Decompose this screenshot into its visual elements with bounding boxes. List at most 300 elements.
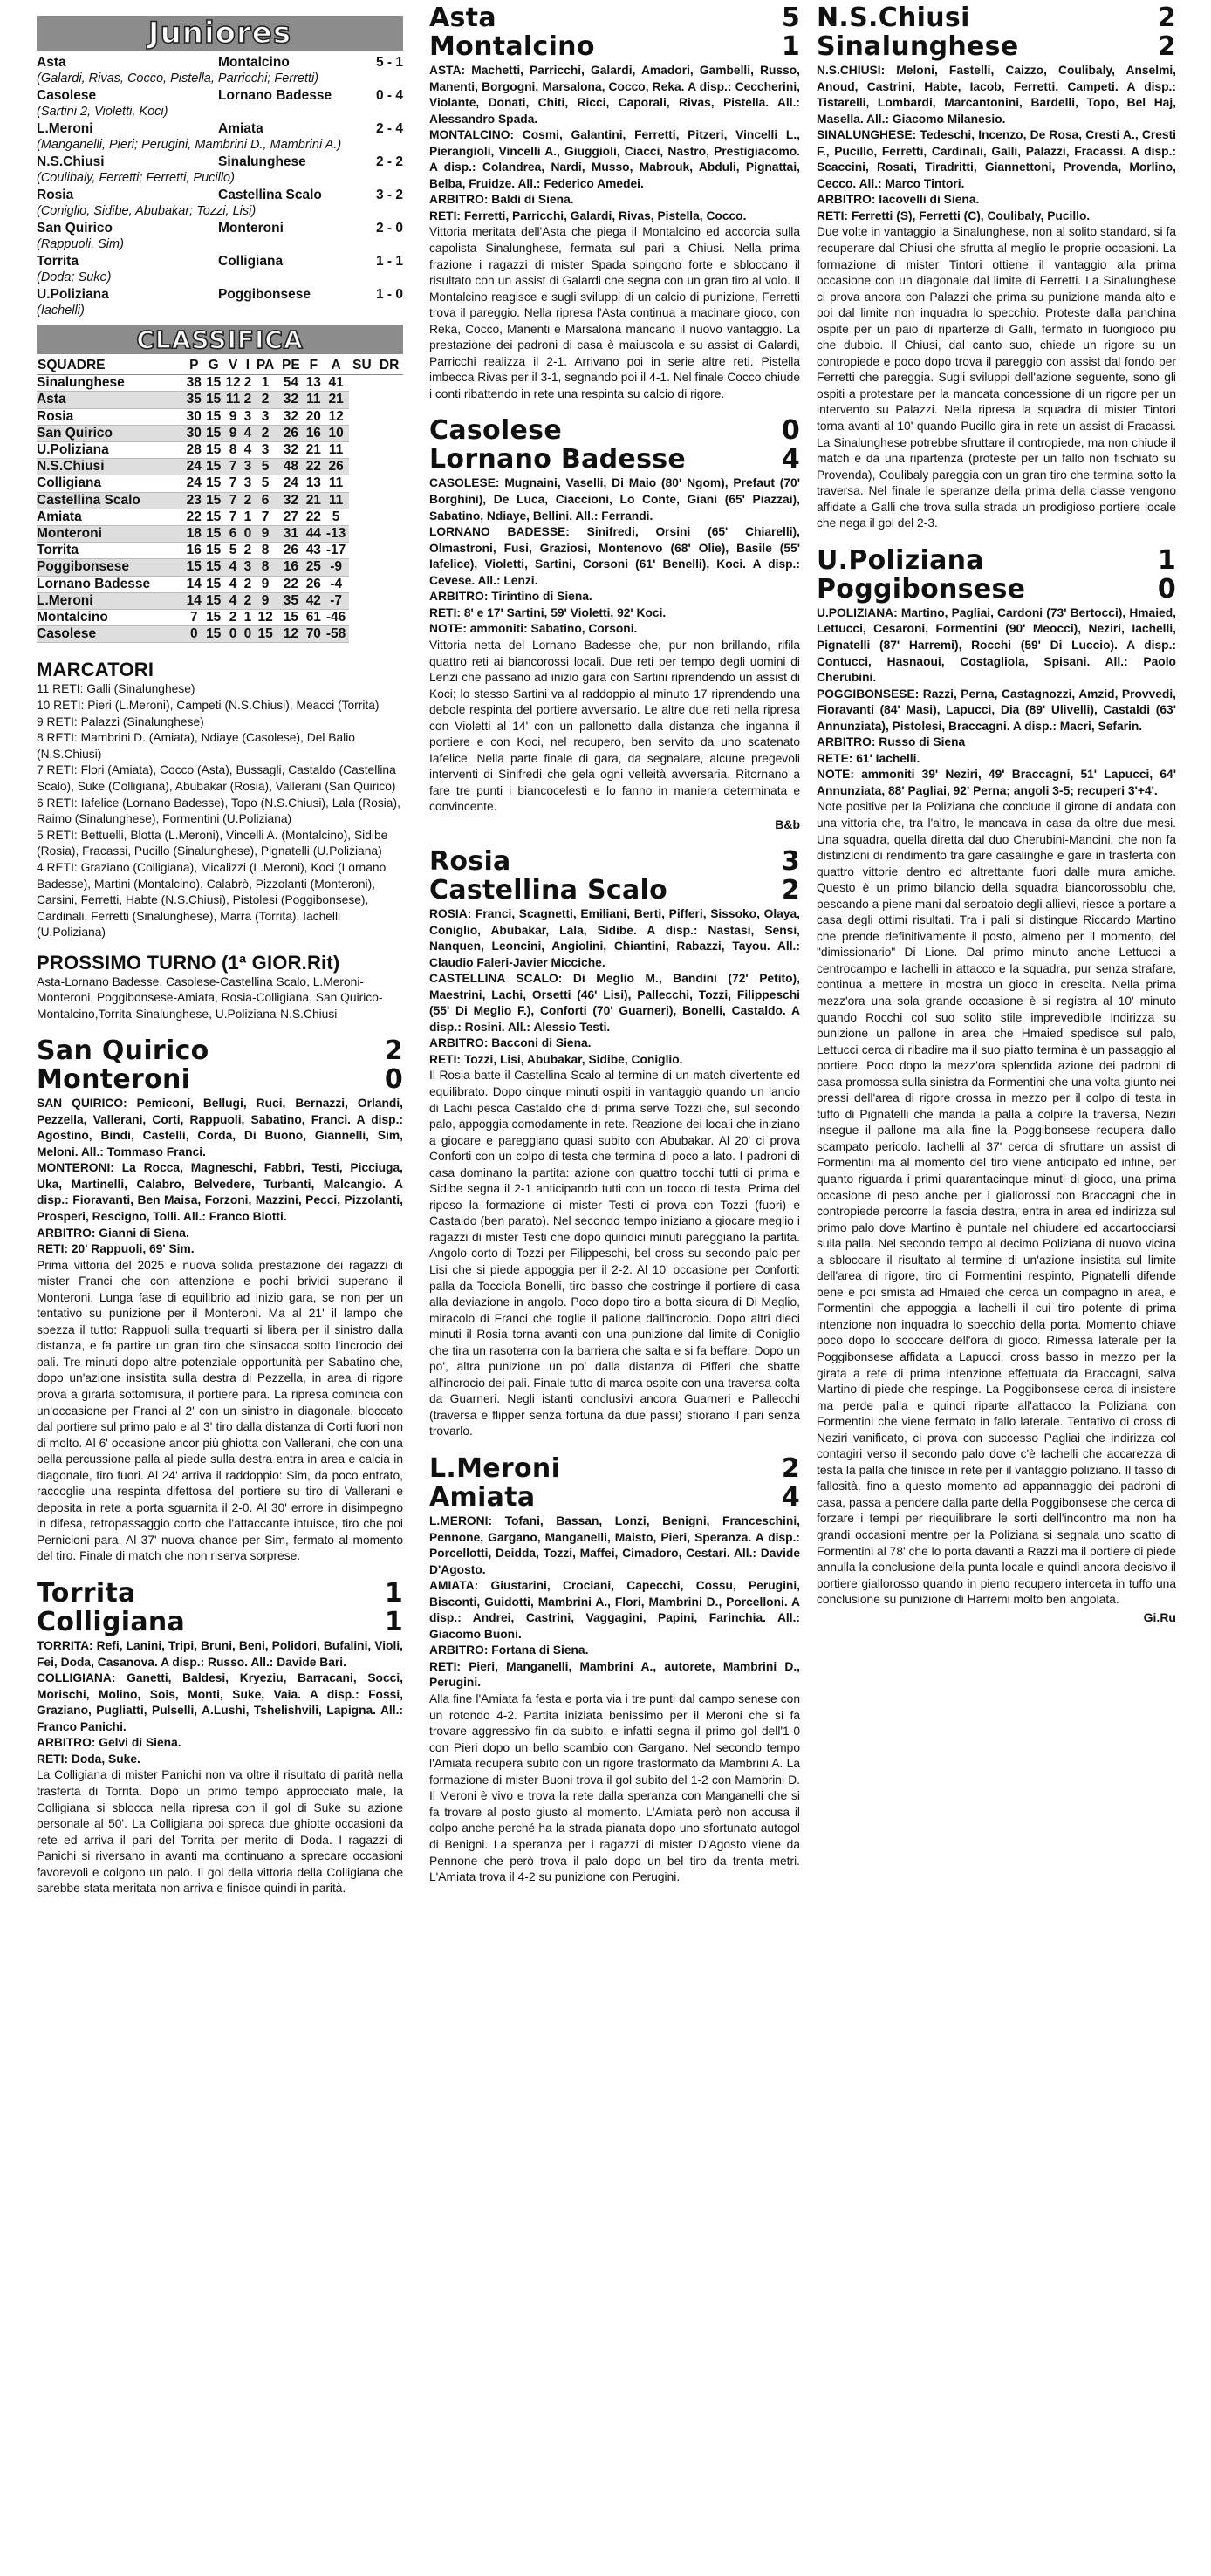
stat-cell: 15 bbox=[203, 592, 222, 609]
standings-table bbox=[37, 357, 403, 643]
home-team: Torrita bbox=[37, 1578, 136, 1609]
stat-cell: 70 bbox=[304, 626, 323, 643]
stat-cell: 12 bbox=[324, 408, 349, 425]
stat-cell: 26 bbox=[304, 576, 323, 592]
result-home: Rosia bbox=[37, 188, 74, 202]
stat-cell: 0 bbox=[243, 626, 252, 642]
standings-row bbox=[37, 375, 403, 392]
juniores-title: Juniores bbox=[147, 16, 292, 51]
stat-cell: 15 bbox=[184, 559, 203, 576]
stat-cell: 1 bbox=[243, 509, 252, 524]
stat-cell: 13 bbox=[304, 375, 323, 392]
stat-cell: 9 bbox=[223, 425, 243, 441]
match-lineups bbox=[817, 605, 1176, 800]
match-lineups bbox=[429, 1513, 800, 1691]
standings-row bbox=[37, 425, 403, 441]
stat-cell: 21 bbox=[304, 442, 323, 459]
lineup-paragraph: RETI: Tozzi, Lisi, Abubakar, Sidibe, Coniglio. bbox=[429, 1052, 683, 1066]
result-home: N.S.Chiusi bbox=[37, 154, 105, 169]
standings-body bbox=[37, 375, 403, 643]
result-away: Poggibonsese bbox=[218, 287, 311, 302]
next-round-title: PROSSIMO TURNO (1ª GIOR.Rit) bbox=[37, 951, 340, 974]
result-scorers: (Coniglio, Sidibe, Abubakar; Tozzi, Lisi) bbox=[37, 204, 257, 218]
match-home-row bbox=[817, 546, 1176, 575]
standings-row bbox=[37, 576, 403, 592]
stat-cell: 31 bbox=[278, 526, 304, 543]
stat-cell: 11 bbox=[324, 475, 349, 492]
stat-cell: -46 bbox=[324, 610, 349, 626]
match-lineups bbox=[429, 475, 800, 637]
away-score: 2 bbox=[781, 874, 800, 905]
stat-cell: 54 bbox=[278, 375, 304, 392]
stat-cell: 2 bbox=[243, 492, 252, 508]
match-nschiusi bbox=[817, 3, 1176, 532]
away-team: Colligiana bbox=[37, 1607, 186, 1638]
stat-cell: 24 bbox=[278, 475, 304, 492]
stat-cell: 18 bbox=[184, 526, 203, 543]
result-score: 2 - 2 bbox=[375, 154, 403, 169]
result-score: 3 - 2 bbox=[375, 188, 403, 202]
home-team: San Quirico bbox=[37, 1035, 209, 1067]
stat-cell: 15 bbox=[203, 408, 222, 425]
match-home-row bbox=[429, 1454, 800, 1483]
classifica-title: CLASSIFICA bbox=[136, 325, 304, 354]
stat-cell: 2 bbox=[243, 375, 252, 391]
lineup-paragraph: ROSIA: Franci, Scagnetti, Emiliani, Berti, Pifferi, Sissoko, Olaya, Coniglio, Abubakar, Lala, Sidibe. A disp.: Nastasi, Sensi, Nanquen, Leoncini, Angiolini, Chiantini, Rabazzi, Tayou. All.: Claudio Faleri-Javier Micciche. bbox=[429, 906, 800, 969]
match-lineups bbox=[817, 63, 1176, 224]
scorer-line: 7 RETI: Flori (Amiata), Cocco (Asta), Bussagli, Castaldo (Castellina Scalo), Suke (Colligiana), Abubakar (Rosia), Vallerani (San Quirico) bbox=[37, 763, 396, 794]
stat-cell: 2 bbox=[223, 610, 243, 626]
standings-header-cell: PA bbox=[253, 357, 278, 375]
lineup-paragraph: NOTE: ammoniti: Sabatino, Corsoni. bbox=[429, 622, 638, 636]
stat-cell: 3 bbox=[243, 559, 252, 575]
standings-row bbox=[37, 526, 403, 543]
standings-header-cell: DR bbox=[375, 357, 403, 375]
stat-cell: 7 bbox=[253, 509, 278, 525]
team-name: N.S.Chiusi bbox=[37, 459, 184, 475]
stat-cell: 2 bbox=[243, 576, 252, 591]
stat-cell: 12 bbox=[253, 610, 278, 626]
result-away: Montalcino bbox=[218, 55, 290, 70]
lineup-paragraph: ARBITRO: Russo di Siena bbox=[817, 735, 966, 749]
scorer-line: 8 RETI: Mambrini D. (Amiata), Ndiaye (Casolese), Del Balio (N.S.Chiusi) bbox=[37, 731, 355, 761]
classifica-banner bbox=[37, 325, 403, 354]
result-scorers: (Rappuoli, Sim) bbox=[37, 237, 124, 251]
result-row bbox=[37, 220, 403, 236]
result-scorers: (Iachelli) bbox=[37, 304, 85, 318]
away-score: 4 bbox=[781, 444, 800, 475]
away-score: 1 bbox=[384, 1607, 403, 1638]
result-away: Amiata bbox=[218, 121, 263, 136]
scorer-line: 9 RETI: Palazzi (Sinalunghese) bbox=[37, 714, 204, 728]
lineup-paragraph: ARBITRO: Baldi di Siena. bbox=[429, 193, 574, 207]
stat-cell: 23 bbox=[184, 492, 203, 509]
stat-cell: 35 bbox=[278, 592, 304, 609]
stat-cell: 4 bbox=[243, 442, 252, 458]
away-team: Lornano Badesse bbox=[429, 444, 687, 475]
stat-cell: 2 bbox=[243, 392, 252, 407]
stat-cell: 16 bbox=[184, 543, 203, 559]
result-home: San Quirico bbox=[37, 221, 113, 236]
result-row bbox=[37, 253, 403, 270]
match-upoliziana bbox=[817, 546, 1176, 1626]
stat-cell: 15 bbox=[203, 610, 222, 626]
stat-cell: 9 bbox=[253, 526, 278, 543]
match-home-row bbox=[37, 1036, 403, 1065]
stat-cell: 5 bbox=[253, 459, 278, 475]
stat-cell: 32 bbox=[278, 392, 304, 408]
stat-cell: 2 bbox=[243, 543, 252, 558]
stat-cell: 7 bbox=[223, 509, 243, 525]
team-name: L.Meroni bbox=[37, 592, 184, 609]
stat-cell: 44 bbox=[304, 526, 323, 543]
stat-cell: 3 bbox=[253, 408, 278, 425]
juniores-banner bbox=[37, 16, 403, 51]
results-list bbox=[37, 54, 403, 319]
team-name: Asta bbox=[37, 392, 184, 408]
result-scorers: (Sartini 2, Violetti, Koci) bbox=[37, 105, 168, 119]
stat-cell: 48 bbox=[278, 459, 304, 475]
result-row bbox=[37, 87, 403, 104]
stat-cell: 7 bbox=[223, 459, 243, 475]
lineup-paragraph: ARBITRO: Tirintino di Siena. bbox=[429, 590, 592, 604]
stat-cell: 6 bbox=[223, 526, 243, 543]
match-rosia bbox=[429, 847, 800, 1440]
stat-cell: 22 bbox=[304, 459, 323, 475]
match-report: Vittoria netta del Lornano Badesse che, pur non brillando, rifila quattro reti ai biancorossi locali. Due reti per tempo degli uomini di Lenzi che passano ad inizio gara con Sartini riprendendo un assist di Koci; lo stesso Sartini va al raddoppio al minuto 17 riprendendo una debole respinta del portiere avversario. Le altre due reti nella ripresa con Violetti al 14' con un pallonetto dalla distanza che inganna il portiere e con Koci, nel recupero, ben servito da uno scatenato Iafelice. Nella parte finale di gara, da segnalare, alcune pregevoli interventi di Sinifredi che gela ogni velleità avversaria. Ritornano a fare tre punti i biancocelesti e lo fanno in maniera determinata e convincente. bbox=[429, 638, 800, 814]
home-team: Casolese bbox=[429, 415, 562, 447]
team-name: Colligiana bbox=[37, 475, 184, 492]
middle-column bbox=[429, 3, 800, 1886]
stat-cell: 28 bbox=[184, 442, 203, 459]
away-score: 4 bbox=[781, 1482, 800, 1513]
home-team: N.S.Chiusi bbox=[817, 3, 970, 33]
result-away: Monteroni bbox=[218, 221, 284, 236]
scorer-line: 11 RETI: Galli (Sinalunghese) bbox=[37, 682, 195, 696]
author-signature: Gi.Ru bbox=[1143, 1609, 1176, 1624]
match-lmeroni bbox=[429, 1454, 800, 1886]
result-score: 1 - 1 bbox=[375, 254, 403, 269]
team-name: Sinalunghese bbox=[37, 375, 184, 392]
stat-cell: 22 bbox=[278, 576, 304, 592]
stat-cell: 20 bbox=[304, 408, 323, 425]
home-score: 5 bbox=[781, 3, 800, 33]
lineup-paragraph: MONTALCINO: Cosmi, Galantini, Ferretti, Pitzeri, Vincelli L., Pierangioli, Vincelli A., Giuggioli, Ciacci, Nastro, Prestigiacomo. A disp.: Colandrea, Nardi, Musso, Mabrouk, Abduli, Pignattai, Belba, Fruidze. All.: Federico Amedei. bbox=[429, 128, 800, 190]
stat-cell: 15 bbox=[203, 442, 222, 459]
stat-cell: 5 bbox=[253, 475, 278, 492]
lineup-paragraph: ARBITRO: Iacovelli di Siena. bbox=[817, 193, 980, 207]
match-report: Alla fine l'Amiata fa festa e porta via i tre punti dal campo senese con un rotondo 4-2. Partita iniziata benissimo per il Meroni che si fa trovare aggressivo fin da subito, e infatti segna il primo gol dell'1-0 con Pieri dopo un bello scambio con Gargano. Nel secondo tempo l'Amiata recupera subito con un rigore trasformato da Mambrini A. La formazione di mister Buoni trova il gol subito del 1-2 con Mambrini D. Il Meroni è vivo e trova la rete dalla speranza con Manganelli che si fa trovare al posto giusto al momento. L'Amiata però non accusa il colpo anche perché ha la strada pianata dopo uno sfortunato autogol di Benigni. La speranza per i ragazzi di mister D'Agosto viene da Pennone che però trova il palo dopo un bel tiro da trenta metri. L'Amiata trova il 4-2 su punizione con Perugini. bbox=[429, 1692, 800, 1884]
match-report: Il Rosia batte il Castellina Scalo al termine di un match divertente ed equilibrato. Dopo cinque minuti ospiti in vantaggio quando un lancio di Lachi pesca Castaldo che di prima serve Tozzi che, sul secondo palo, appoggia comodamente in rete. Reazione dei locali che iniziano a giocare e pareggiano quasi subito con Abubakar. Al 20' ci prova Conforti con un colpo di testa che termina di poco a lato. I padroni di casa dominano la partita: azione con quattro tocchi tutti di prima e Sidibe segna il 2-1 anticipando tutti con un tocco di testa. Prima del riposo la formazione di mister Testi ci prova con Tozzi (fuori) e Castaldo (ben parato). Nel secondo tempo iniziano a giocare meglio i ragazzi di mister Testi che dopo quindici minuti pareggiano la partita. Angolo corto di Tozzi per Filippeschi, bel cross su secondo palo per Lisi che si piede appoggia per il 2-2. Al 10' occasione per Conforti: palla da Tocciola Bonelli, tiro basso che costringe il portiere di casa alla deviazione in angolo. Poco dopo tiro a botta sicura di Di Meglio, miracolo di Franci che toglie il pallone dall'incrocio. Dopo altri dieci minuti il Rosia torna avanti con una punizione dal limite di Coniglio che tira un rasoterra con la barriera che salta e si fa beffare. Dopo un po', altra punizione un po' dalla distanza di Pifferi che sbatte all'incrocio dei pali. Finale tutto di marca ospite con una traversa colta da Guarneri. Negli istanti conclusivi ancora Guarneri e Pallecchi (traversa e flipper senza fortuna da due passi) sfiorano il pari senza trovarlo. bbox=[429, 1069, 800, 1438]
stat-cell: -58 bbox=[324, 626, 349, 643]
stat-cell: 16 bbox=[278, 559, 304, 576]
stat-cell: 21 bbox=[324, 392, 349, 408]
stat-cell: 4 bbox=[223, 592, 243, 609]
standings-row bbox=[37, 559, 403, 576]
stat-cell: 32 bbox=[278, 442, 304, 459]
match-report: Vittoria meritata dell'Asta che piega il Montalcino ed accorcia sulla capolista Sinalunghese, fermata sul pari a Chiusi. Nella prima frazione i ragazzi di mister Spada spingono forte e sbloccano il risultato con un assist di Galardi che segna con un gran tiro al volo. Il Montalcino reagisce e sugli sviluppi di un calcio di punizione, Ferretti trova il pareggio. Nella ripresa l'Asta continua a macinare gioco, con Reka, Cocco, Manenti e Marsalona mancano il nuovo vantaggio. La prestazione dei padroni di casa è maiuscola e su assist di Galardi, Parricchi realizza il 2-1. Arrivano poi in serie altre reti. Pistella imbecca Rivas per il 3-1, segnando poi il 4-1. Nel finale Cocco chiude i conti ribattendo in rete una respinta su calcio di rigore. bbox=[429, 225, 800, 400]
home-team: U.Poliziana bbox=[817, 544, 984, 576]
away-score: 1 bbox=[781, 31, 800, 62]
match-report: Due volte in vantaggio la Sinalunghese, non al solito standard, si fa recuperare dal Chiusi che sfrutta al meglio le proprie occasioni. La formazione di mister Tintori ottiene il vantaggio alla prima occasione con un diagonale dal limite di Ferretti. La Sinalunghese ci prova ancora con Palazzi che prima su punizione manda alto e poi dal limite non inquadra lo specchio. Proteste dalla panchina ospite per un paio di riparterze di Galli, fermato in fuorigioco più che dubbio. Il Chiusi, dal canto suo, chiede un rigore su un contropiede e poco dopo trova il pareggio con assist dal fondo per Ferretti che pareggia. Sugli sviluppi dell'azione seguente, sono gli ospiti a protestare per la mancata concessione di un rigore per un intervento su Palazzi. Nella ripresa la squadra di mister Tintori torna avanti al 10' quando Pucillo gira in rete un assist di Fracassi. La Sinalunghese potrebbe sfruttare il contropiede, ma non chiude il match e da una ripartenza (proteste per un fallo non fischiato su Provenda), Coulibaly pareggia con un gran tiro che termina sotto la traversa. Nel finale le speranze della prima della classe vengono affidate a Galli che trova sulla strada un prodigioso portiere locale che nega il gol del 2-3. bbox=[817, 225, 1176, 530]
stat-cell: 38 bbox=[184, 375, 203, 392]
result-scorers: (Galardi, Rivas, Cocco, Pistella, Parricchi; Ferretti) bbox=[37, 72, 319, 85]
match-home-row bbox=[429, 847, 800, 876]
standings-header-cell: F bbox=[304, 357, 323, 375]
left-column bbox=[37, 16, 403, 1897]
result-score: 2 - 4 bbox=[375, 121, 403, 136]
match-casolese bbox=[429, 416, 800, 832]
lineup-paragraph: TORRITA: Refi, Lanini, Tripi, Bruni, Beni, Polidori, Bufalini, Violi, Fei, Doda, Casanova. A disp.: Russo. All.: Davide Bari. bbox=[37, 1639, 403, 1669]
lineup-paragraph: MONTERONI: La Rocca, Magneschi, Fabbri, Testi, Picciuga, Uka, Martinelli, Calabro, Belvedere, Turbanti, Malcangio. A disp.: Fioravanti, Ben Maisa, Forzoni, Mazzini, Pecci, Pizzolanti, Prosperi, Rescigno, Tolli. All.: Franco Biotti. bbox=[37, 1161, 403, 1223]
stat-cell: 15 bbox=[203, 425, 222, 441]
stat-cell: 15 bbox=[278, 610, 304, 626]
stat-cell: 14 bbox=[184, 576, 203, 592]
stat-cell: 6 bbox=[253, 492, 278, 509]
stat-cell: -13 bbox=[324, 526, 349, 543]
stat-cell: 16 bbox=[304, 425, 323, 441]
stat-cell: 11 bbox=[324, 442, 349, 459]
stat-cell: 0 bbox=[243, 526, 252, 542]
result-away: Castellina Scalo bbox=[218, 188, 322, 202]
match-away-row bbox=[37, 1065, 403, 1094]
stat-cell: 27 bbox=[278, 509, 304, 525]
match-away-row bbox=[429, 1483, 800, 1512]
match-sanquirico bbox=[37, 1036, 403, 1565]
stat-cell: 25 bbox=[304, 559, 323, 576]
stat-cell: 26 bbox=[278, 425, 304, 441]
result-row bbox=[37, 54, 403, 71]
match-torrita bbox=[37, 1579, 403, 1897]
lineup-paragraph: RETI: Doda, Suke. bbox=[37, 1752, 140, 1766]
result-row bbox=[37, 120, 403, 137]
lineup-paragraph: LORNANO BADESSE: Sinifredi, Orsini (65' Chiarelli), Olmastroni, Fusi, Graziosi, Montenovo (68' Olie), Basile (55' Iafelice), Violetti, Sartini, Corsoni (61' Benelli), Koci. A disp.: Cevese. All.: Lenzi. bbox=[429, 525, 800, 587]
stat-cell: 15 bbox=[203, 459, 222, 475]
stat-cell: 0 bbox=[223, 626, 243, 643]
standings-header-cell: I bbox=[243, 357, 252, 375]
stat-cell: 11 bbox=[304, 392, 323, 408]
standings-row bbox=[37, 492, 403, 509]
stat-cell: 61 bbox=[304, 610, 323, 626]
result-scorers: (Coulibaly, Ferretti; Ferretti, Pucillo) bbox=[37, 171, 235, 185]
away-team: Monteroni bbox=[37, 1064, 191, 1096]
standings-row bbox=[37, 509, 403, 525]
stat-cell: -4 bbox=[324, 576, 349, 592]
home-score: 2 bbox=[781, 1453, 800, 1485]
standings-row bbox=[37, 392, 403, 408]
stat-cell: -7 bbox=[324, 592, 349, 609]
standings-row bbox=[37, 459, 403, 475]
stat-cell: 0 bbox=[184, 626, 203, 643]
team-name: Rosia bbox=[37, 408, 184, 425]
stat-cell: 1 bbox=[243, 610, 252, 625]
match-home-row bbox=[817, 3, 1176, 32]
stat-cell: 9 bbox=[253, 576, 278, 592]
lineup-paragraph: COLLIGIANA: Ganetti, Baldesi, Kryeziu, Barracani, Socci, Morischi, Molino, Sois, Monti, Suke, Vaia. A disp.: Fossi, Graziano, Pugliatti, Pulselli, A.Lushi, Tshelishvili, Lapigna. All.: Franco Panichi. bbox=[37, 1671, 403, 1733]
stat-cell: 8 bbox=[223, 442, 243, 459]
lineup-paragraph: POGGIBONSESE: Razzi, Perna, Castagnozzi, Amzid, Provvedi, Fioravanti (84' Masi), Lapucci, Dia (89' Ulivelli), Castaldi (63' Annunziata), Pistolesi, Braccagni. A disp.: Macri, Sefarin. bbox=[817, 687, 1176, 733]
stat-cell: 12 bbox=[223, 375, 243, 392]
stat-cell: 26 bbox=[324, 459, 349, 475]
stat-cell: 9 bbox=[223, 408, 243, 425]
lineup-paragraph: RETE: 61' Iachelli. bbox=[817, 751, 920, 765]
stat-cell: 8 bbox=[253, 559, 278, 576]
stat-cell: 3 bbox=[253, 442, 278, 459]
stat-cell: 15 bbox=[203, 509, 222, 525]
stat-cell: 2 bbox=[253, 392, 278, 408]
stat-cell: 11 bbox=[324, 492, 349, 509]
lineup-paragraph: SAN QUIRICO: Pemiconi, Bellugi, Ruci, Bernazzi, Orlandi, Pezzella, Vallerani, Corti, Rappuoli, Sabatino, Franci. A disp.: Agostino, Bindi, Castelli, Corda, Di Buono, Giannelli, Sim, Meloni. All.: Tommaso Franci. bbox=[37, 1097, 403, 1158]
stat-cell: 11 bbox=[223, 392, 243, 408]
stat-cell: 41 bbox=[324, 375, 349, 392]
stat-cell: 13 bbox=[304, 475, 323, 492]
scorer-line: 10 RETI: Pieri (L.Meroni), Campeti (N.S.Chiusi), Meacci (Torrita) bbox=[37, 699, 380, 713]
stat-cell: 24 bbox=[184, 459, 203, 475]
result-away: Colligiana bbox=[218, 254, 284, 269]
match-away-row bbox=[37, 1608, 403, 1636]
stat-cell: 2 bbox=[253, 425, 278, 441]
stat-cell: 3 bbox=[243, 475, 252, 491]
author-signature: B&b bbox=[775, 817, 800, 831]
stat-cell: 32 bbox=[278, 408, 304, 425]
stat-cell: 22 bbox=[184, 509, 203, 525]
result-home: L.Meroni bbox=[37, 121, 93, 136]
stat-cell: 15 bbox=[203, 626, 222, 643]
stat-cell: 14 bbox=[184, 592, 203, 609]
standings-header-cell: P bbox=[184, 357, 203, 375]
match-away-row bbox=[817, 32, 1176, 61]
stat-cell: 1 bbox=[253, 375, 278, 392]
stat-cell: 15 bbox=[203, 526, 222, 543]
scorer-line: 4 RETI: Graziano (Colligiana), Micalizzi (L.Meroni), Koci (Lornano Badesse), Martini (Montalcino), Calabrò, Pizzolanti (Monteroni), Carsini, Ferretti, Habte (N.S.Chiusi), Pistolesi (Poggibonsese), Cardinali, Ferretti (Sinalunghese), Marra (Torrita), Iachelli (U.Poliziana) bbox=[37, 860, 387, 940]
stat-cell: 35 bbox=[184, 392, 203, 408]
lineup-paragraph: RETI: Pieri, Manganelli, Mambrini A., autorete, Mambrini D., Perugini. bbox=[429, 1659, 800, 1690]
match-away-row bbox=[429, 876, 800, 905]
stat-cell: -9 bbox=[324, 559, 349, 576]
standings-header-cell: G bbox=[203, 357, 222, 375]
away-team: Poggibonsese bbox=[817, 573, 1026, 605]
standings-header bbox=[37, 357, 403, 375]
right-column bbox=[817, 3, 1176, 1626]
home-score: 2 bbox=[1157, 3, 1176, 33]
stat-cell: 30 bbox=[184, 425, 203, 441]
stat-cell: 15 bbox=[203, 559, 222, 576]
result-home: Casolese bbox=[37, 88, 97, 103]
stat-cell: 15 bbox=[203, 543, 222, 559]
stat-cell: 3 bbox=[243, 408, 252, 424]
stat-cell: 24 bbox=[184, 475, 203, 492]
home-score: 3 bbox=[781, 845, 800, 877]
stat-cell: 2 bbox=[243, 592, 252, 608]
lineup-paragraph: N.S.CHIUSI: Meloni, Fastelli, Caizzo, Coulibaly, Anselmi, Anoud, Castrini, Habte, Iacob, Ferretti, Campeti. A disp.: Tistarelli, Lombardi, Marcantonini, Bardelli, Topo, Bel Haj, Masella. All.: Giacomo Milanesio. bbox=[817, 64, 1176, 126]
result-home: Asta bbox=[37, 55, 66, 70]
standings-header-cell: SU bbox=[349, 357, 376, 375]
stat-cell: 21 bbox=[304, 492, 323, 509]
away-team: Amiata bbox=[429, 1482, 536, 1513]
home-team: Rosia bbox=[429, 845, 511, 877]
result-scorers: (Doda; Suke) bbox=[37, 270, 112, 284]
home-score: 1 bbox=[1157, 544, 1176, 576]
lineup-paragraph: ARBITRO: Gianni di Siena. bbox=[37, 1226, 189, 1240]
lineup-paragraph: RETI: 20' Rappuoli, 69' Sim. bbox=[37, 1242, 195, 1256]
home-score: 0 bbox=[781, 415, 800, 447]
stat-cell: 7 bbox=[184, 610, 203, 626]
stat-cell: 3 bbox=[243, 459, 252, 475]
result-score: 5 - 1 bbox=[375, 55, 403, 70]
match-lineups bbox=[429, 63, 800, 224]
result-scorers: (Manganelli, Pieri; Perugini, Mambrini D., Mambrini A.) bbox=[37, 138, 342, 152]
result-away: Lornano Badesse bbox=[218, 88, 332, 103]
stat-cell: 15 bbox=[203, 492, 222, 509]
lineup-paragraph: RETI: Ferretti (S), Ferretti (C), Coulibaly, Pucillo. bbox=[817, 208, 1091, 222]
stat-cell: 15 bbox=[203, 475, 222, 492]
away-team: Montalcino bbox=[429, 31, 595, 62]
lineup-paragraph: RETI: 8' e 17' Sartini, 59' Violetti, 92' Koci. bbox=[429, 605, 667, 619]
match-away-row bbox=[429, 445, 800, 474]
standings-header-cell: SQUADRE bbox=[37, 357, 184, 375]
stat-cell: 9 bbox=[253, 592, 278, 609]
stat-cell: 10 bbox=[324, 425, 349, 441]
standings-row bbox=[37, 626, 403, 643]
result-row bbox=[37, 154, 403, 170]
stat-cell: 43 bbox=[304, 543, 323, 559]
team-name: Monteroni bbox=[37, 526, 184, 543]
standings-header-cell: PE bbox=[278, 357, 304, 375]
lineup-paragraph: ASTA: Machetti, Parricchi, Galardi, Amadori, Gambelli, Russo, Manenti, Borgogni, Marsalona, Cocco, Reka. A disp.: Ceccherini, Violante, Donati, Chiti, Ricci, Caporali, Rivas, Pistella. All.: Alessandro Spada. bbox=[429, 64, 800, 126]
result-row bbox=[37, 187, 403, 203]
standings-header-cell: A bbox=[324, 357, 349, 375]
standings-row bbox=[37, 543, 403, 559]
stat-cell: 15 bbox=[203, 576, 222, 592]
standings-row bbox=[37, 610, 403, 626]
result-score: 2 - 0 bbox=[375, 221, 403, 236]
team-name: Torrita bbox=[37, 543, 184, 559]
lineup-paragraph: SINALUNGHESE: Tedeschi, Incenzo, De Rosa, Cresti A., Cresti F., Pucillo, Ferretti, Cardinali, Galli, Palazzi, Fracassi. A disp.: Scaccini, Rosati, Tiradritti, Giannettoni, Provenda, Morlino, Cecco. All.: Marco Tintori. bbox=[817, 128, 1176, 190]
away-team: Sinalunghese bbox=[817, 31, 1019, 62]
team-name: Lornano Badesse bbox=[37, 576, 184, 592]
away-team: Castellina Scalo bbox=[429, 874, 668, 905]
scorer-line: 6 RETI: Iafelice (Lornano Badesse), Topo (N.S.Chiusi), Lala (Rosia), Raimo (Sinalunghese), Formentini (U.Poliziana) bbox=[37, 796, 400, 826]
lineup-paragraph: L.MERONI: Tofani, Bassan, Lonzi, Benigni, Franceschini, Pennone, Gargano, Manganelli, Maisto, Pieri, Speranza. A disp.: Porcellotti, Deidda, Tozzi, Maffei, Cimadoro, Cestari. All.: Davide D'Agosto. bbox=[429, 1514, 800, 1576]
stat-cell: 12 bbox=[278, 626, 304, 643]
match-lineups bbox=[37, 1096, 403, 1257]
stat-cell: 22 bbox=[304, 509, 323, 525]
lineup-paragraph: ARBITRO: Bacconi di Siena. bbox=[429, 1036, 592, 1050]
team-name: Amiata bbox=[37, 509, 184, 525]
team-name: Casolese bbox=[37, 626, 184, 643]
lineup-paragraph: U.POLIZIANA: Martino, Pagliai, Cardoni (73' Bertocci), Hmaied, Lettucci, Cesaroni, Formentini (90' Meocci), Neziri, Iachelli, Pignatelli (87' Harremi), Rocchi (59' Di Luccio). A disp.: Contucci, Hasnaoui, Costagliola, Spisani. All.: Paolo Cherubini. bbox=[817, 605, 1176, 685]
match-home-row bbox=[429, 3, 800, 32]
match-away-row bbox=[817, 575, 1176, 604]
team-name: Montalcino bbox=[37, 610, 184, 626]
match-away-row bbox=[429, 32, 800, 61]
standings-row bbox=[37, 442, 403, 459]
scorer-line: 5 RETI: Bettuelli, Blotta (L.Meroni), Vincelli A. (Montalcino), Sidibe (Rosia), Fracassi, Pucillo (Sinalunghese), Pignatelli (U.Poliziana) bbox=[37, 828, 388, 858]
scorers-list bbox=[37, 681, 403, 941]
result-row bbox=[37, 286, 403, 303]
result-away: Sinalunghese bbox=[218, 154, 306, 169]
lineup-paragraph: ARBITRO: Fortana di Siena. bbox=[429, 1643, 589, 1657]
stat-cell: 7 bbox=[223, 475, 243, 492]
standings-row bbox=[37, 408, 403, 425]
team-name: Poggibonsese bbox=[37, 559, 184, 576]
match-report: Prima vittoria del 2025 e nuova solida prestazione dei ragazzi di mister Franci che con attenzione e pochi brividi superano il Monteroni. Lunga fase di equilibrio ad inizio gara, se non per un tentativo su punizione per il Monteroni. Ma al 21' il lampo che spezza il tutto: Rappuoli sulla trequarti si libera per il sinistro dalla distanza, e fa partire un gran tiro che s'insacca sotto l'incrocio dei pali. Tre minuti dopo altre potenziale opportunità per Sabatino che, dopo un'azione insistita sulla destra di Pezzella, in area di rigore prova a girarla sottomisura, il portiere para. La ripresa comincia con un'occasione per Franci al 2' con un sinistro in diagonale, bloccato dal portiere sul primo palo e al 3' tiro dalla distanza di Corti fuori non di molto. Al 6' occasione ancor più ghiotta con Vallerani, che con una bella percussione palla al piede sulla destra entra in area e calcia in diagonale, tiro fuori. Al 24' arriva il raddoppio: Sim, da poco entrato, raccoglie una respinta difettosa del portiere su tiro di Vallerani e deposita in rete a porta sguarnita il 2-0. Al 30' errore in disimpegno in difesa, retropassaggio corto che l'attaccante intuisce, tiro che poi Pernicioni para. Al 37' nuova chance per Sim, fermato al momento del tiro. Finale di match che non riserva sorprese. bbox=[37, 1258, 403, 1563]
match-lineups bbox=[37, 1638, 403, 1767]
away-score: 0 bbox=[384, 1064, 403, 1096]
stat-cell: 15 bbox=[203, 392, 222, 408]
stat-cell: 5 bbox=[223, 543, 243, 559]
stat-cell: 5 bbox=[324, 509, 349, 525]
